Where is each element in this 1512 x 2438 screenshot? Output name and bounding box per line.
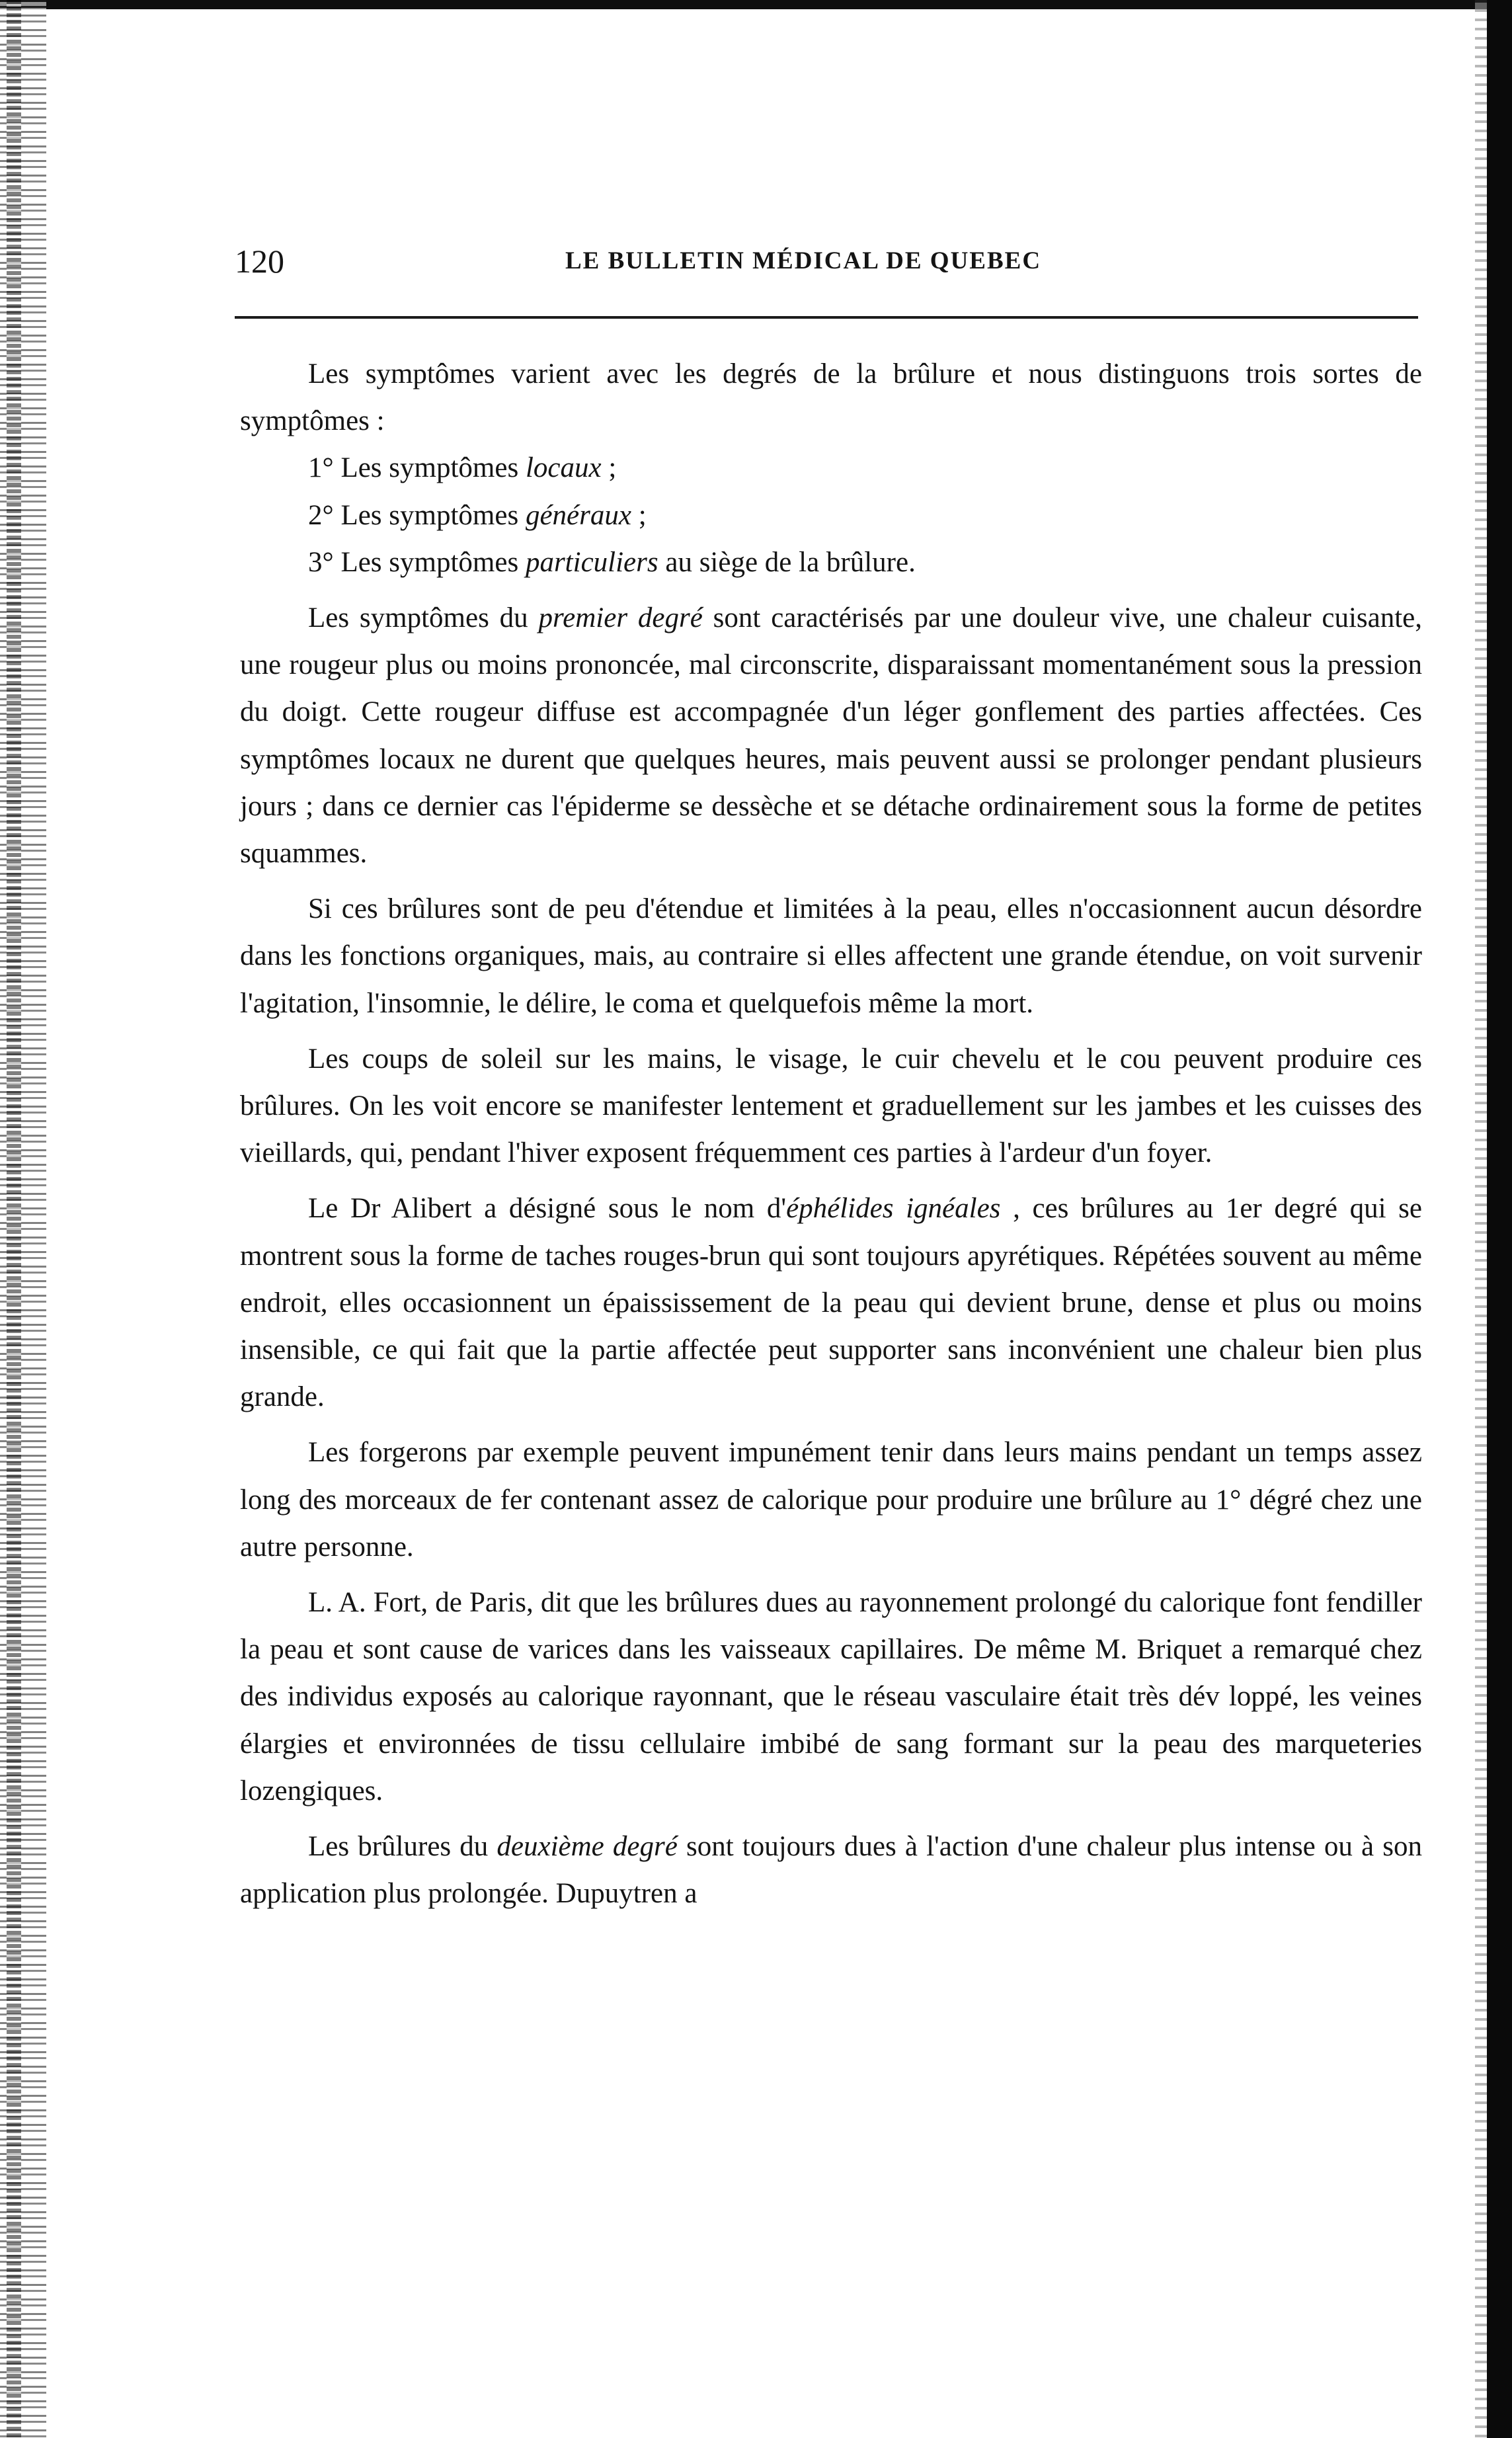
list-text: Les symptômes bbox=[340, 499, 526, 531]
paragraph-text: Les brûlures du bbox=[308, 1831, 497, 1863]
list-emphasis: particuliers bbox=[525, 546, 658, 578]
page-number: 120 bbox=[235, 243, 284, 280]
list-emphasis: généraux bbox=[525, 499, 631, 531]
list-text-end: ; bbox=[601, 452, 617, 484]
emphasis-second-degree: deuxième degré bbox=[497, 1831, 678, 1863]
intro-paragraph: Les symptômes varient avec les degrés de la brûlure et nous distinguons trois sortes de symptômes : bbox=[240, 358, 1422, 437]
scan-edge-right-shadow bbox=[1475, 0, 1487, 2438]
list-number: 1° bbox=[308, 452, 334, 484]
paragraph-sunburn: Les coups de soleil sur les mains, le visage, le cuir chevelu et le cou peuvent produire ces brûlures. On les voit encore se manifester lentement et graduellement sur les jambes et les cuisses des vieillards, qui, pendant l'hiver exposent fréquemment ces parties à l'ardeur d'un foyer. bbox=[240, 1043, 1422, 1169]
symptom-list-item bbox=[240, 492, 1422, 539]
page-header bbox=[235, 238, 1425, 284]
paragraph-text-end: sont caractérisés par une douleur vive, une chaleur cuisante, une rougeur plus ou moins prononcée, mal circonscrite, disparaissant momentanément sous la pression du doigt. Cette rougeur diffuse est accompagnée d'un léger gonflement des parties affectées. Ces symptômes locaux ne durent que quelques heures, mais peuvent aussi se prolonger pendant plusieurs jours ; dans ce dernier cas l'épiderme se dessèche et se détache ordinairement sous la forme de petites squammes. bbox=[240, 602, 1423, 870]
symptom-list-item bbox=[240, 539, 1422, 586]
emphasis-ephelides: éphélides ignéales bbox=[786, 1193, 1001, 1225]
running-title: LE BULLETIN MÉDICAL DE QUEBEC bbox=[565, 247, 1042, 274]
list-text-end: ; bbox=[631, 499, 647, 531]
scan-binding-shadow bbox=[7, 0, 21, 2438]
paragraph-extent: Si ces brûlures sont de peu d'étendue et limitées à la peau, elles n'occasionnent aucun désordre dans les fonctions organiques, mais, au contraire si elles affectent une grande étendue, on voit survenir l'agitation, l'insomnie, le délire, le coma et quelquefois même la mort. bbox=[240, 893, 1422, 1019]
scan-edge-right bbox=[1487, 0, 1512, 2438]
paragraph-second-degree bbox=[240, 1823, 1422, 1917]
header-rule bbox=[235, 316, 1418, 319]
emphasis-first-degree: premier degré bbox=[538, 602, 703, 634]
list-number: 2° bbox=[308, 499, 334, 531]
paragraph-alibert bbox=[240, 1185, 1422, 1420]
paragraph-text-end: sont toujours dues à l'action d'une chaleur plus intense ou à son application plus prolongée. Dupuytren a bbox=[240, 1831, 1422, 1910]
symptom-list-item bbox=[240, 444, 1422, 491]
paragraph-text: Le Dr Alibert a désigné sous le nom d' bbox=[308, 1193, 787, 1225]
paragraph-first-degree bbox=[240, 594, 1422, 877]
paragraph-fort-briquet: L. A. Fort, de Paris, dit que les brûlures dues au rayonnement prolongé du calorique font fendiller la peau et sont cause de varices dans les vaisseaux capillaires. De même M. Briquet a remarqué chez des individus exposés au calorique rayonnant, que le réseau vasculaire était très dév loppé, les veines élargies et environnées de tissu cellulaire imbibé de sang formant sur la peau des marqueteries lozengiques. bbox=[240, 1587, 1422, 1807]
list-text: Les symptômes bbox=[340, 546, 526, 578]
scan-edge-top bbox=[0, 0, 1512, 9]
paragraph-blacksmiths: Les forgerons par exemple peuvent impunément tenir dans leurs mains pendant un temps assez long des morceaux de fer contenant assez de calorique pour produire une brûlure au 1° dégré chez une autre personne. bbox=[240, 1437, 1422, 1563]
list-text-end: au siège de la brûlure. bbox=[658, 546, 916, 578]
article-body bbox=[240, 350, 1422, 1918]
paragraph-text: Les symptômes du bbox=[308, 602, 539, 634]
list-number: 3° bbox=[308, 546, 334, 578]
list-emphasis: locaux bbox=[525, 452, 602, 484]
list-text: Les symptômes bbox=[340, 452, 526, 484]
paragraph-text-end: , ces brûlures au 1er degré qui se montrent sous la forme de taches rouges-brun qui sont toujours apyrétiques. Répétées souvent au même endroit, elles occasionnent un épaississement de la peau qui devient brune, dense et plus ou moins insensible, ce qui fait que la partie affectée peut supporter sans inconvénient une chaleur bien plus grande. bbox=[240, 1193, 1422, 1413]
